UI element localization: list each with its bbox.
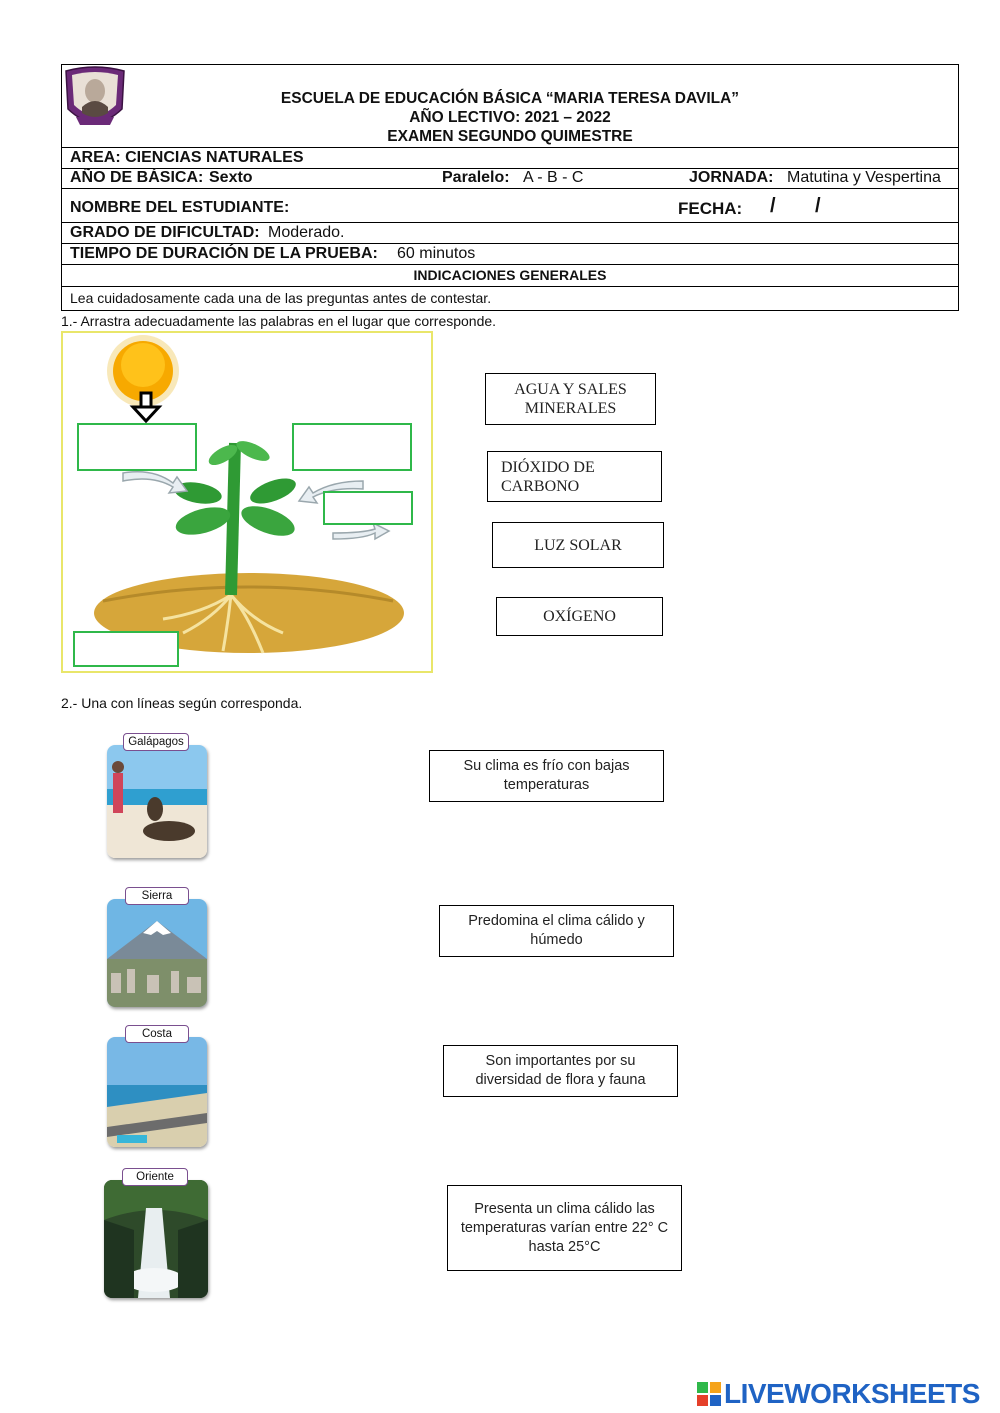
word-luz-solar[interactable]: LUZ SOLAR <box>492 522 664 568</box>
school-year: AÑO LECTIVO: 2021 – 2022 <box>409 109 611 126</box>
region-label: Oriente <box>122 1168 188 1186</box>
word-agua-y-sales-minerales[interactable]: AGUA Y SALES MINERALES <box>485 373 656 425</box>
grade-value: Sexto <box>209 169 253 186</box>
description-box[interactable]: Presenta un clima cálido las temperaturas varían entre 22° C hasta 25°C <box>447 1185 682 1271</box>
costa-image <box>107 1037 207 1147</box>
fecha-label: FECHA: <box>678 199 743 218</box>
word-oxigeno[interactable]: OXÍGENO <box>496 597 663 636</box>
difficulty-label: GRADO DE DIFICULTAD: <box>70 224 260 241</box>
region-label: Costa <box>125 1025 189 1043</box>
school-name: ESCUELA DE EDUCACIÓN BÁSICA “MARIA TERESA DAVILA” <box>280 90 740 107</box>
exam-header <box>61 64 959 311</box>
region-card-galapagos[interactable] <box>107 733 207 858</box>
sierra-image <box>107 899 207 1007</box>
paralelo-value: A - B - C <box>523 169 584 186</box>
area-label: AREA: CIENCIAS NATURALES <box>70 149 304 166</box>
general-instructions-text: Lea cuidadosamente cada una de las preguntas antes de contestar. <box>70 290 492 306</box>
description-box[interactable]: Predomina el clima cálido y húmedo <box>439 905 674 957</box>
drop-target-oxigeno[interactable] <box>323 491 413 525</box>
region-card-sierra[interactable] <box>107 887 207 1007</box>
duration-value: 60 minutos <box>397 245 476 262</box>
fecha-separator: / <box>815 195 821 217</box>
general-instructions-title: INDICACIONES GENERALES <box>413 267 607 283</box>
question-1-prompt: 1.- Arrastra adecuadamente las palabras en el lugar que corresponde. <box>61 313 497 329</box>
galapagos-image <box>107 745 207 858</box>
description-box[interactable]: Son importantes por su diversidad de flora y fauna <box>443 1045 678 1097</box>
plant-diagram <box>61 331 433 673</box>
duration-label: TIEMPO DE DURACIÓN DE LA PRUEBA: <box>70 245 378 262</box>
jornada-label: JORNADA: <box>689 169 774 186</box>
region-card-oriente[interactable] <box>104 1168 208 1298</box>
question-2-prompt: 2.- Una con líneas según corresponda. <box>61 695 303 711</box>
difficulty-value: Moderado. <box>268 224 345 241</box>
grade-label: AÑO DE BÁSICA: <box>70 169 204 186</box>
paralelo-label: Paralelo: <box>442 169 510 186</box>
liveworksheets-logo <box>697 1378 980 1410</box>
drop-target-dioxido-de-carbono[interactable] <box>292 423 412 471</box>
fecha-separator: / <box>770 195 776 217</box>
liveworksheets-icon <box>697 1382 721 1406</box>
region-label: Galápagos <box>123 733 189 751</box>
region-card-costa[interactable] <box>107 1025 207 1147</box>
word-dioxido-de-carbono[interactable]: DIÓXIDO DE CARBONO <box>487 451 662 502</box>
jornada-value: Matutina y Vespertina <box>787 169 941 186</box>
drop-target-luz-solar[interactable] <box>77 423 197 471</box>
description-box[interactable]: Su clima es frío con bajas temperaturas <box>429 750 664 802</box>
oriente-image <box>104 1180 208 1298</box>
brand-name: LIVEWORKSHEETS <box>724 1378 980 1409</box>
student-name-label: NOMBRE DEL ESTUDIANTE: <box>70 199 290 216</box>
drop-target-agua-y-sales[interactable] <box>73 631 179 667</box>
region-label: Sierra <box>125 887 189 905</box>
exam-title: EXAMEN SEGUNDO QUIMESTRE <box>387 128 633 145</box>
